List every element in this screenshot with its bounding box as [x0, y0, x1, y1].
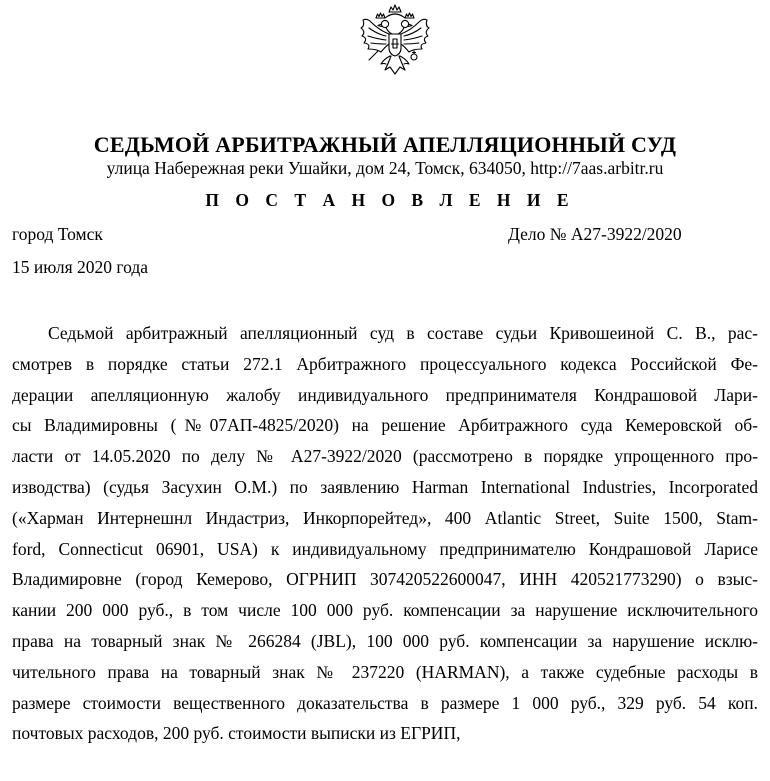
body-line: Седьмой арбитражный апелляционный суд в составе судьи Кривошеиной С. В., рас-: [48, 323, 758, 343]
court-address: улица Набережная реки Ушайки, дом 24, Томск, 634050, http://7aas.arbitr.ru: [106, 158, 664, 178]
body-line: ford, Connecticut 06901, USA) к индивидуальному предпринимателю Кондрашовой Ларисе: [12, 538, 758, 559]
body-line: дерации апелляционную жалобу индивидуального предпринимателя Кондрашовой Лари-: [12, 384, 758, 405]
document-type-title: П О С Т А Н О В Л Е Н И Е: [205, 190, 575, 210]
body-line: («Харман Интернешнл Индастриз, Инкорпорейтед», 400 Atlantic Street, Suite 1500, Stam-: [12, 507, 758, 528]
case-number: Дело № А27-3922/2020: [508, 224, 682, 244]
body-line: Владимировне (город Кемерово, ОГРНИП 307420522600047, ИНН 420521773290) о взыс-: [12, 569, 758, 590]
body-line: смотрев в порядке статьи 272.1 Арбитражного процессуального кодекса Российской Фе-: [12, 353, 758, 374]
court-name: СЕДЬМОЙ АРБИТРАЖНЫЙ АПЕЛЛЯЦИОННЫЙ СУД: [93, 132, 677, 157]
document-date: 15 июля 2020 года: [12, 257, 149, 277]
city: город Томск: [12, 224, 103, 244]
body-line: чительного права на товарный знак № 237220 (HARMAN), а также судебные расходы в: [12, 661, 758, 682]
body-line: сы Владимировны (№07АП-4825/2020) на решение Арбитражного суда Кемеровской об-: [12, 415, 758, 436]
body-line: права на товарный знак № 266284 (JBL), 100 000 руб. компенсации за нарушение исклю-: [12, 630, 758, 651]
coat-of-arms-icon: [355, 4, 435, 78]
body-line: кании 200 000 руб., в том числе 100 000 руб. компенсации за нарушение исключительного: [12, 600, 758, 621]
body-line: изводства) (судья Засухин О.М.) по заявлению Harman International Industries, Incorporated: [12, 476, 758, 497]
body-paragraph: [12, 318, 758, 749]
body-line: почтовых расходов, 200 руб. стоимости выписки из ЕГРИП,: [12, 723, 461, 744]
body-line: размере стоимости вещественного доказательства в размере 1 000 руб., 329 руб. 54 коп.: [12, 692, 758, 713]
body-line: ласти от 14.05.2020 по делу № А27-3922/2020 (рассмотрено в порядке упрощенного про-: [12, 446, 758, 467]
